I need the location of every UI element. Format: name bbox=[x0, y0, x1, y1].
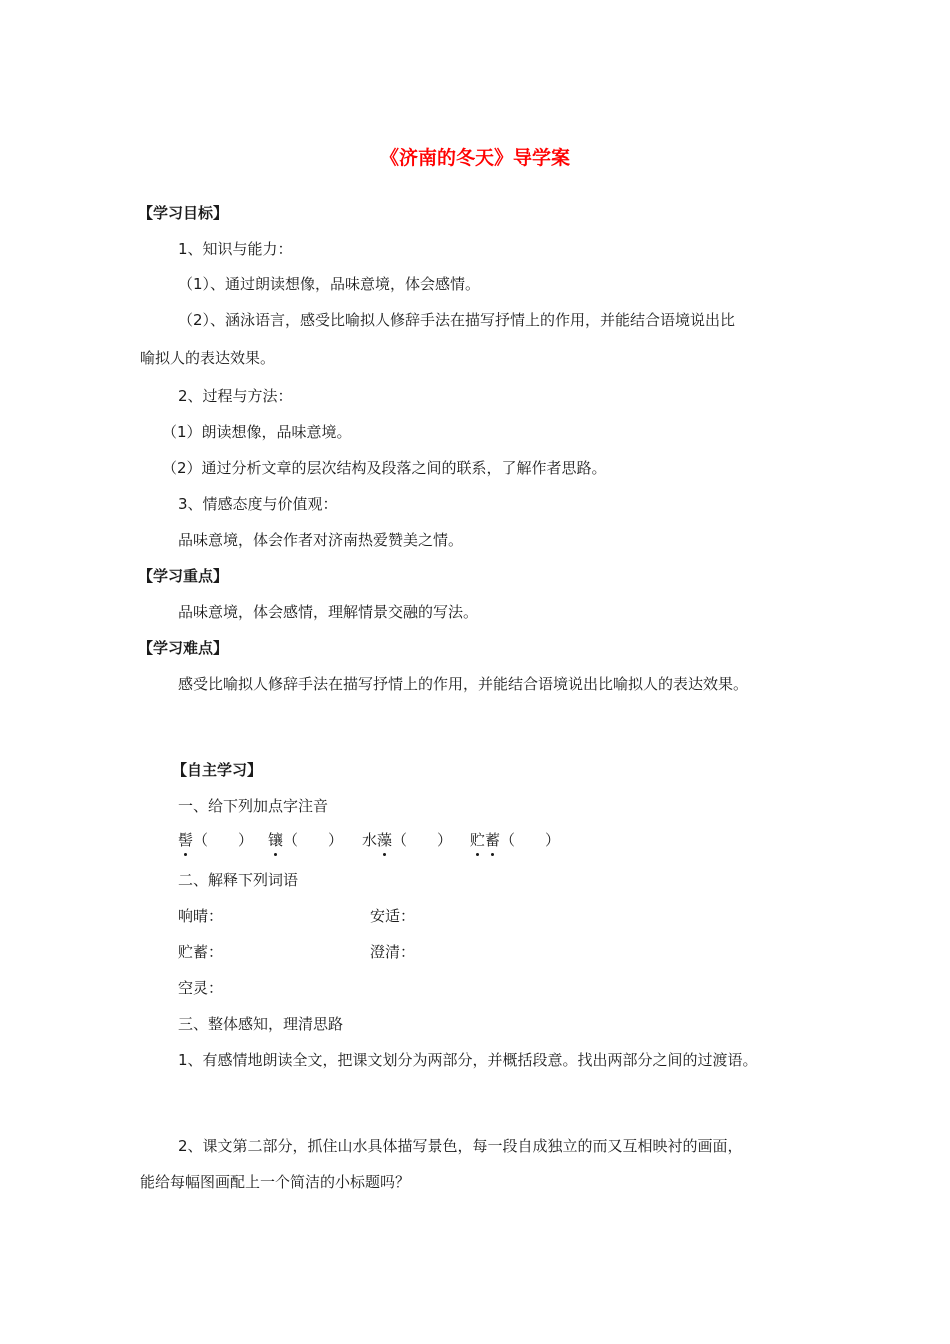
pinyin-word-1: 髻 bbox=[178, 831, 194, 849]
difficulties-text: 感受比喻拟人修辞手法在描写抒情上的作用，并能结合语境说出比喻拟人的表达效果。 bbox=[178, 675, 749, 693]
self-study-heading: 【自主学习】 bbox=[172, 761, 263, 779]
objective-knowledge-2-line2: 喻拟人的表达效果。 bbox=[140, 349, 276, 367]
term-3: 贮蓄： bbox=[178, 943, 224, 961]
objective-emotion-1: 品味意境，体会作者对济南热爱赞美之情。 bbox=[178, 531, 464, 549]
pinyin-row-2 bbox=[268, 830, 343, 850]
document-title: 《济南的冬天》导学案 bbox=[379, 147, 570, 169]
pinyin-blank-1[interactable]: （ ） bbox=[193, 831, 254, 849]
question-pinyin: 一、给下列加点字注音 bbox=[178, 797, 329, 815]
objective-knowledge-1: （1）、通过朗读想像，品味意境，体会感情。 bbox=[178, 275, 481, 293]
question-overview-1: 1、有感情地朗读全文，把课文划分为两部分，并概括段意。找出两部分之间的过渡语。 bbox=[178, 1051, 758, 1069]
pinyin-row bbox=[178, 830, 253, 850]
term-2: 安适： bbox=[370, 907, 416, 925]
term-4: 澄清： bbox=[370, 943, 416, 961]
key-points-text: 品味意境，体会感情，理解情景交融的写法。 bbox=[178, 603, 479, 621]
term-1: 响晴： bbox=[178, 907, 224, 925]
objective-process-2: （2）通过分析文章的层次结构及段落之间的联系，了解作者思路。 bbox=[162, 459, 607, 477]
objective-process-1: （1）朗读想像，品味意境。 bbox=[162, 423, 352, 441]
pinyin-blank-3[interactable]: （ ） bbox=[392, 831, 453, 849]
objective-knowledge-2-line1: （2）、涵泳语言，感受比喻拟人修辞手法在描写抒情上的作用，并能结合语境说出比 bbox=[178, 311, 736, 329]
pinyin-word-3a: 水 bbox=[362, 831, 378, 849]
objective-emotion: 3、情感态度与价值观： bbox=[178, 495, 338, 513]
pinyin-word-3b: 藻 bbox=[377, 831, 393, 849]
objective-knowledge: 1、知识与能力： bbox=[178, 240, 293, 258]
difficulties-heading: 【学习难点】 bbox=[138, 639, 229, 657]
term-5: 空灵： bbox=[178, 979, 224, 997]
pinyin-word-4a: 贮 bbox=[470, 831, 486, 849]
pinyin-word-4b: 蓄 bbox=[485, 831, 501, 849]
question-overview-2-line1: 2、课文第二部分，抓住山水具体描写景色，每一段自成独立的而又互相映衬的画面， bbox=[178, 1137, 743, 1155]
objectives-heading: 【学习目标】 bbox=[138, 204, 229, 222]
key-points-heading: 【学习重点】 bbox=[138, 567, 229, 585]
pinyin-row-3 bbox=[362, 830, 452, 850]
pinyin-blank-2[interactable]: （ ） bbox=[283, 831, 344, 849]
pinyin-row-4 bbox=[470, 830, 560, 850]
pinyin-blank-4[interactable]: （ ） bbox=[500, 831, 561, 849]
question-terms: 二、解释下列词语 bbox=[178, 871, 299, 889]
question-overview: 三、整体感知，理清思路 bbox=[178, 1015, 344, 1033]
question-overview-2-line2: 能给每幅图画配上一个简洁的小标题吗？ bbox=[140, 1173, 411, 1191]
pinyin-word-2: 镶 bbox=[268, 831, 284, 849]
objective-process: 2、过程与方法： bbox=[178, 387, 293, 405]
